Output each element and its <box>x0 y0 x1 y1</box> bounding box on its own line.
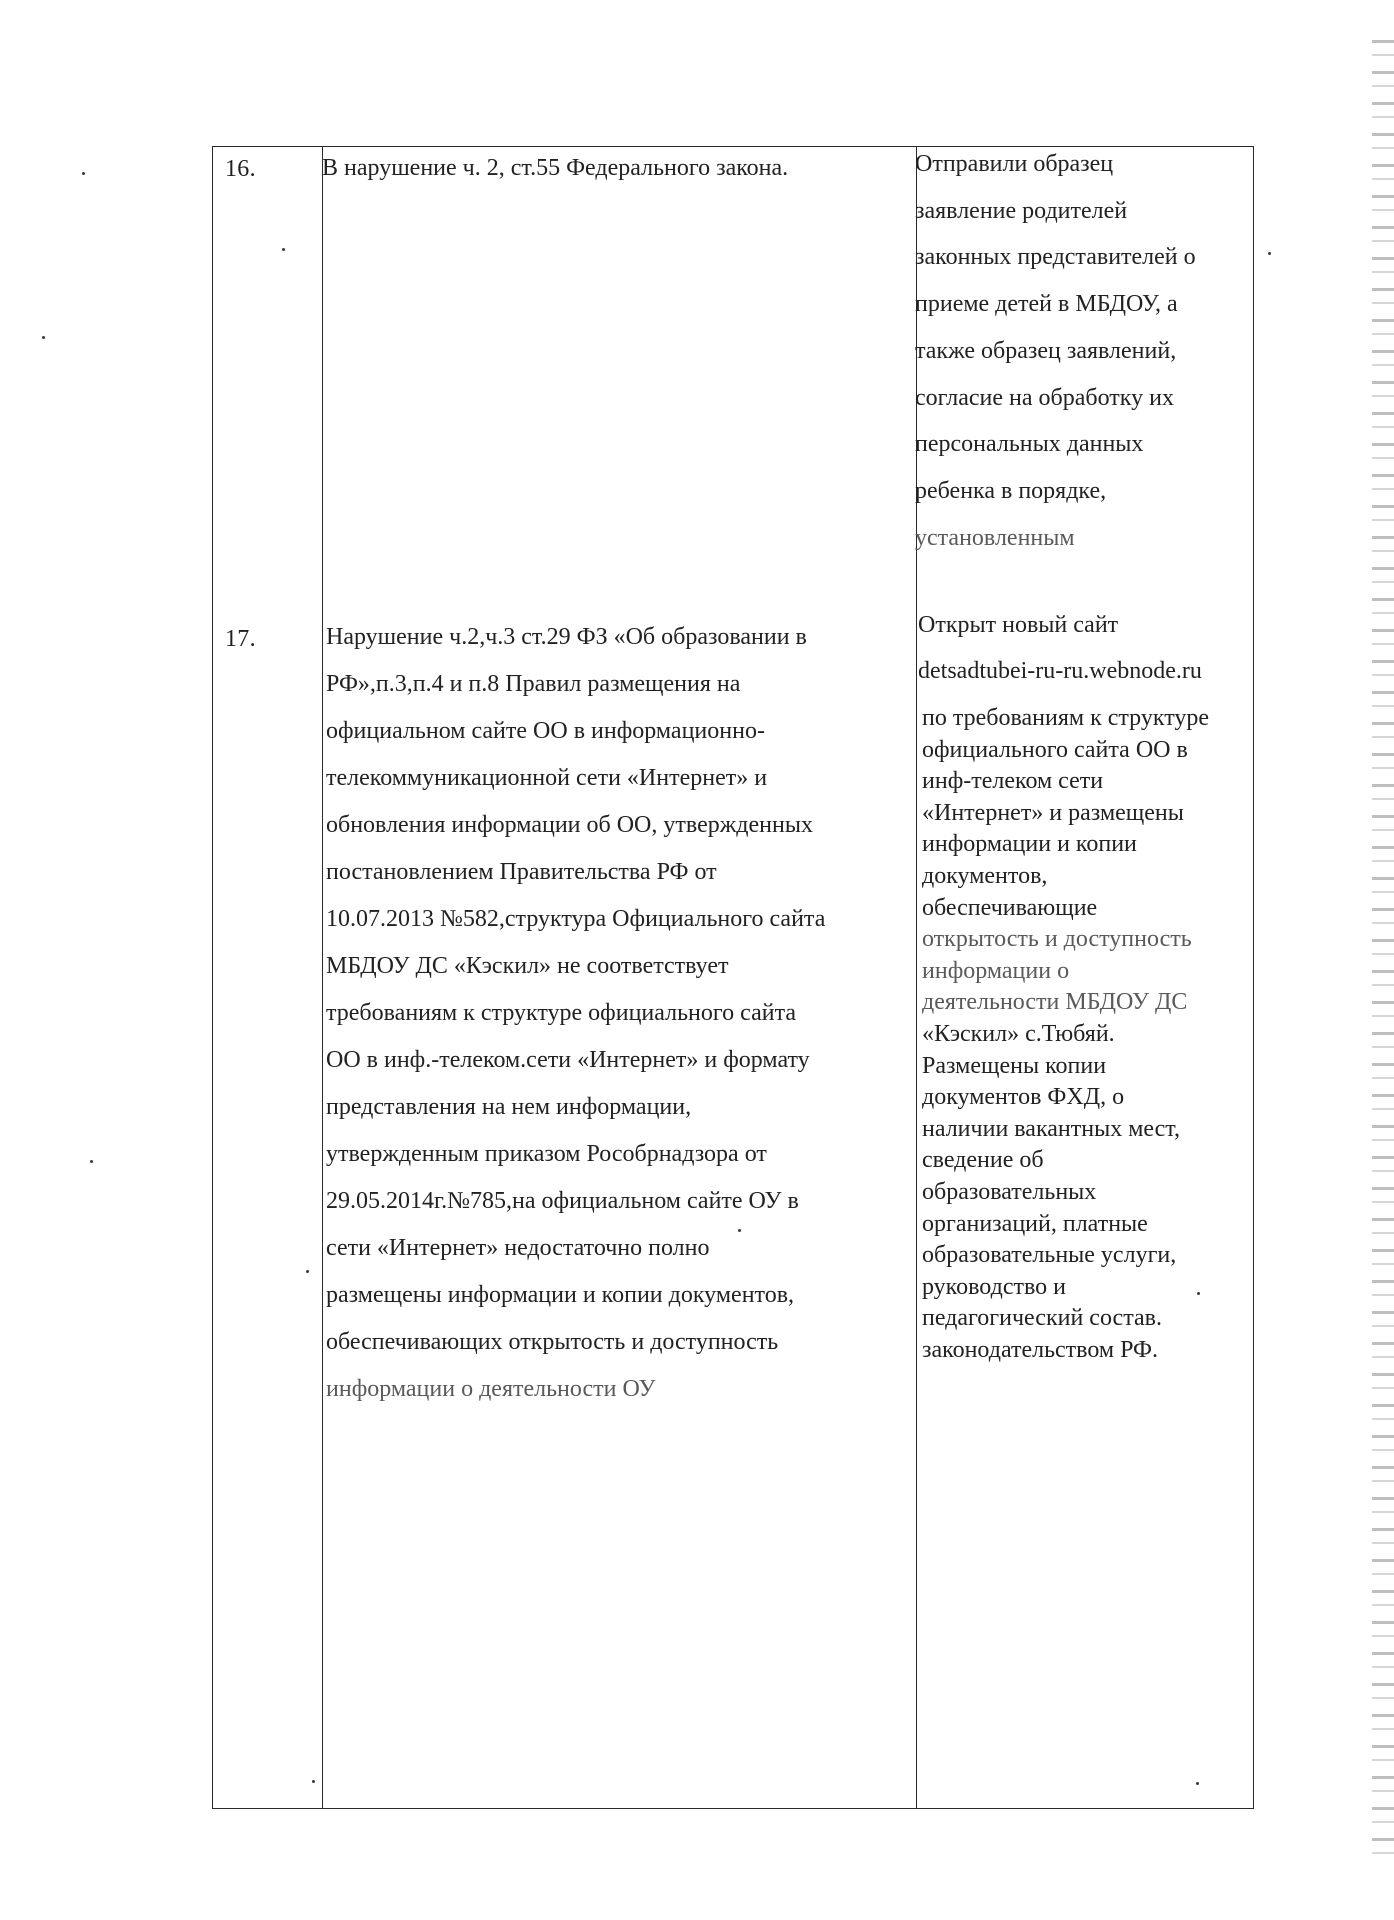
text-line: телекоммуникационной сети «Интернет» и <box>326 765 768 791</box>
text-line: обеспечивающие <box>922 894 1098 921</box>
row-measures-heading <box>918 602 1202 694</box>
row-measures-text <box>915 141 1196 561</box>
text-line: Нарушение ч.2,ч.3 ст.29 ФЗ «Об образовании в <box>326 624 807 650</box>
text-line: В нарушение ч. 2, ст.55 Федерального закона. <box>322 155 789 181</box>
text-line: ОО в инф.-телеком.сети «Интернет» и формату <box>326 1047 810 1073</box>
text-line: деятельности МБДОУ ДС <box>922 989 1188 1016</box>
text-line: сети «Интернет» недостаточно полно <box>326 1235 710 1261</box>
text-line: размещены информации и копии документов, <box>326 1282 795 1308</box>
text-line: заявление родителей <box>915 197 1128 224</box>
text-line: информации о деятельности ОУ <box>326 1376 656 1402</box>
text-line: МБДОУ ДС «Кэскил» не соответствует <box>326 953 729 979</box>
text-line: 29.05.2014г.№785,на официальном сайте ОУ в <box>326 1188 799 1214</box>
scan-edge-noise <box>1372 40 1394 1860</box>
scan-speck <box>82 172 85 175</box>
text-line: «Кэскил» с.Тюбяй. <box>922 1020 1115 1047</box>
text-line: Открыт новый сайт <box>918 612 1119 638</box>
text-line: открытость и доступность <box>922 926 1192 953</box>
text-line: 10.07.2013 №582,структура Официального сайта <box>326 906 826 932</box>
text-line: постановлением Правительства РФ от <box>326 859 717 885</box>
text-line: сведение об <box>922 1147 1044 1174</box>
text-line: обеспечивающих открытость и доступность <box>326 1329 779 1355</box>
text-line: установленным <box>915 524 1075 551</box>
text-line: информации о <box>922 957 1070 984</box>
text-line: официального сайта ОО в <box>922 736 1188 763</box>
text-line: Размещены копии <box>922 1052 1107 1079</box>
text-line: ребенка в порядке, <box>915 477 1107 504</box>
text-line: руководство и <box>922 1273 1066 1300</box>
text-line: представления на нем информации, <box>326 1094 692 1120</box>
text-line: персональных данных <box>915 431 1144 458</box>
text-line: требованиям к структуре официального сайта <box>326 1000 797 1026</box>
text-line: наличии вакантных мест, <box>922 1115 1180 1142</box>
text-line: также образец заявлений, <box>915 337 1177 364</box>
text-line: утвержденным приказом Рособрнадзора от <box>326 1141 767 1167</box>
text-line: образовательные услуги, <box>922 1242 1177 1269</box>
text-line: по требованиям к структуре <box>922 705 1210 731</box>
row-number: 16. <box>225 156 256 182</box>
text-line: организаций, платные <box>922 1210 1148 1237</box>
column-divider <box>322 147 323 1808</box>
row-measures-text <box>922 703 1209 1366</box>
text-line: документов ФХД, о <box>922 1084 1125 1111</box>
row-violation-text <box>326 614 825 1413</box>
text-line: официальном сайте ОО в информационно- <box>326 718 765 744</box>
scan-speck <box>90 1160 93 1163</box>
row-number: 17. <box>225 626 256 652</box>
text-line: РФ»,п.3,п.4 и п.8 Правил размещения на <box>326 671 741 697</box>
text-line: педагогический состав. <box>922 1305 1162 1332</box>
row-violation-text <box>322 145 788 192</box>
text-line: образовательных <box>922 1178 1097 1205</box>
text-line: обновления информации об ОО, утвержденных <box>326 812 813 838</box>
text-line: законных представителей о <box>915 244 1196 271</box>
text-line: документов, <box>922 862 1048 889</box>
text-line: информации и копии <box>922 831 1137 858</box>
text-line: согласие на обработку их <box>915 384 1174 411</box>
scan-speck <box>1268 252 1271 255</box>
text-line: Отправили образец <box>915 151 1114 177</box>
text-line: приеме детей в МБДОУ, а <box>915 291 1178 318</box>
text-line: законодательством РФ. <box>922 1336 1158 1363</box>
text-line: инф-телеком сети <box>922 768 1104 795</box>
scan-speck <box>42 336 45 339</box>
text-line: «Интернет» и размещены <box>922 799 1184 826</box>
site-url: detsadtubei-ru-ru.webnode.ru <box>918 658 1202 684</box>
